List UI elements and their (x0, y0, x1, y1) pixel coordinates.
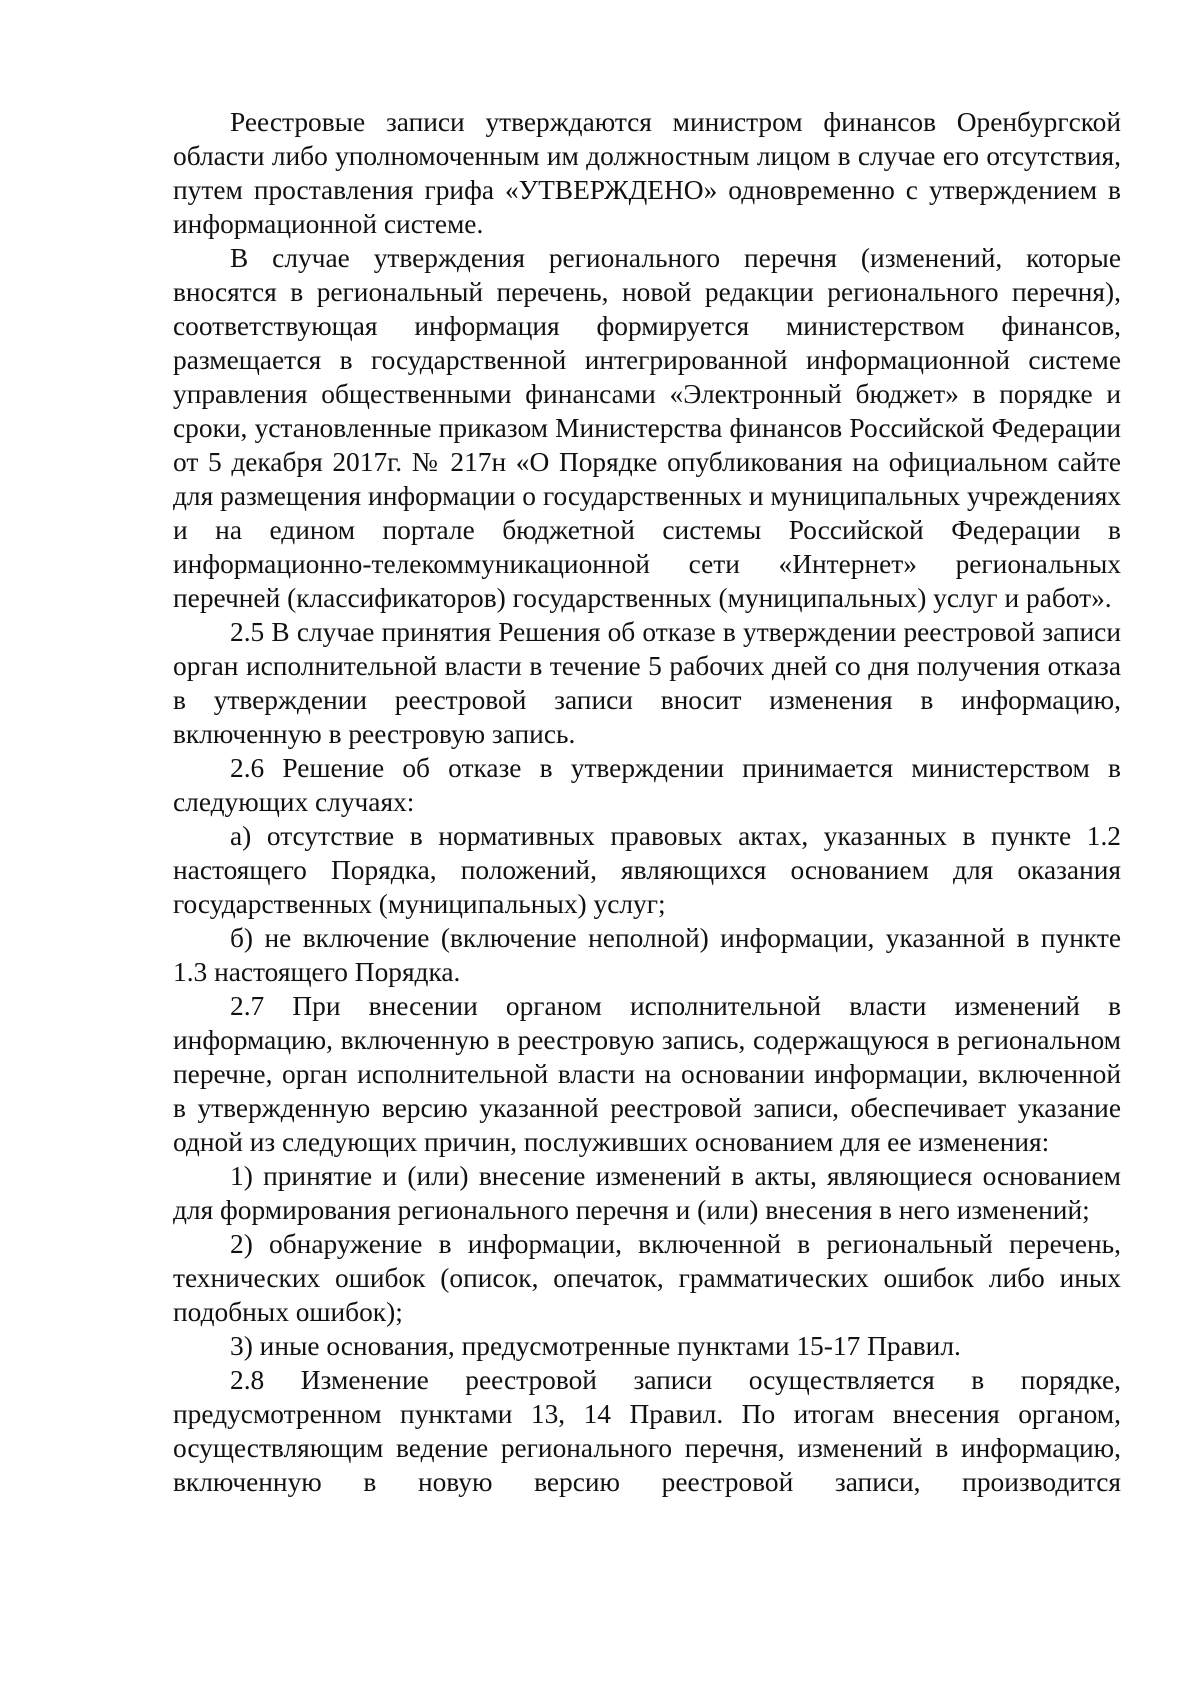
paragraph-2-7-1: 1) принятие и (или) внесение изменений в акты, являющиеся основанием для формирования регионального перечня и (или) внесения в него изменений; (173, 1161, 1121, 1225)
paragraph-regional-list-approval: В случае утверждения регионального перечня (изменений, которые вносятся в региональный перечень, новой редакции регионального перечня), соответствующая информация формируется министерством финансов, размещается в государственной интегрированной информационной системе управления общественными финансами «Электронный бюджет» в порядке и сроки, установленные приказом Министерства финансов Российской Федерации от 5 декабря 2017г. № 217н «О Порядке опубликования на официальном сайте для размещения информации о государственных и муниципальных учреждениях и на едином портале бюджетной системы Российской Федерации в информационно-телекоммуникационной сети «Интернет» региональных перечней (классификаторов) государственных (муниципальных) услуг и работ». (173, 243, 1121, 613)
paragraph-2-5: 2.5 В случае принятия Решения об отказе в утверждении реестровой записи орган исполнительной власти в течение 5 рабочих дней со дня получения отказа в утверждении реестровой записи вносит изменения в информацию, включенную в реестровую запись. (173, 617, 1121, 749)
paragraph-2-7-2: 2) обнаружение в информации, включенной в региональный перечень, технических ошибок (описок, опечаток, грамматических ошибок либо иных подобных ошибок); (173, 1229, 1121, 1327)
paragraph-2-6: 2.6 Решение об отказе в утверждении принимается министерством в следующих случаях: (173, 753, 1121, 817)
paragraph-registry-approval: Реестровые записи утверждаются министром финансов Оренбургской области либо уполномоченным им должностным лицом в случае его отсутствия, путем проставления грифа «УТВЕРЖДЕНО» одновременно с утверждением в информационной системе. (173, 107, 1121, 239)
paragraph-2-7: 2.7 При внесении органом исполнительной власти изменений в информацию, включенную в реестровую запись, содержащуюся в региональном перечне, орган исполнительной власти на основании информации, включенной в утвержденную версию указанной реестровой записи, обеспечивает указание одной из следующих причин, послуживших основанием для ее изменения: (173, 991, 1121, 1157)
paragraph-2-6-a: а) отсутствие в нормативных правовых актах, указанных в пункте 1.2 настоящего Порядка, положений, являющихся основанием для оказания государственных (муниципальных) услуг; (173, 821, 1121, 919)
document-page (173, 105, 1121, 1499)
paragraph-2-8: 2.8 Изменение реестровой записи осуществляется в порядке, предусмотренном пунктами 13, 14 Правил. По итогам внесения органом, осуществляющим ведение регионального перечня, изменений в информацию, включенную в новую версию реестровой записи, производится (173, 1365, 1121, 1497)
paragraph-2-7-3: 3) иные основания, предусмотренные пунктами 15-17 Правил. (230, 1331, 961, 1361)
paragraph-2-6-b: б) не включение (включение неполной) информации, указанной в пункте 1.3 настоящего Порядка. (173, 923, 1121, 987)
